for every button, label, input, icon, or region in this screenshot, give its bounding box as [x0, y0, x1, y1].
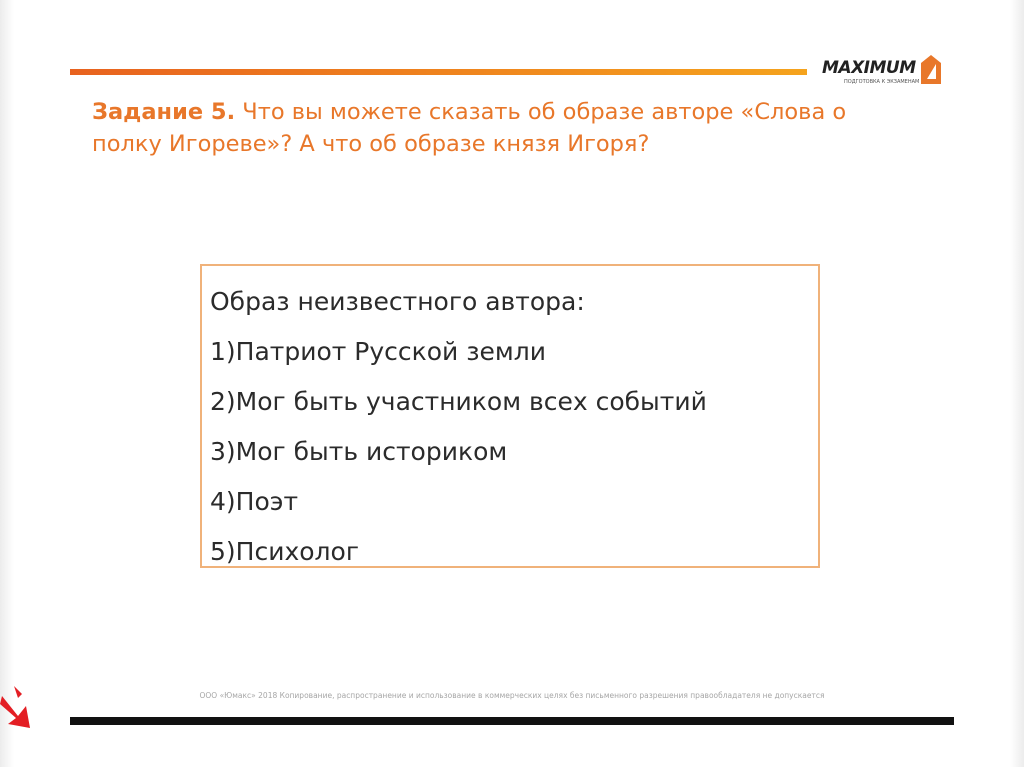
brand-logo	[822, 53, 942, 91]
red-arrow-icon	[0, 684, 38, 732]
answer-item: 4)Поэт	[210, 487, 299, 516]
task-number: Задание 5.	[92, 99, 236, 125]
answer-item: 2)Мог быть участником всех событий	[210, 387, 707, 416]
answer-item: 5)Психолог	[210, 537, 359, 566]
footer-rule	[70, 717, 954, 725]
answer-item: 1)Патриот Русской земли	[210, 337, 546, 366]
logo-wordmark: MAXIMUM	[822, 58, 916, 78]
header-rule	[70, 69, 807, 75]
answer-list	[210, 277, 707, 577]
answer-item: 3)Мог быть историком	[210, 437, 508, 466]
copyright-notice: ООО «Юмакс» 2018 Копирование, распространение и использование в коммерческих целях без письменного разрешения правообладателя не допускается	[199, 691, 825, 700]
slide-frame-right	[1010, 0, 1024, 767]
answer-box	[200, 264, 820, 568]
task-heading	[92, 96, 922, 160]
slide-frame-left	[0, 0, 14, 767]
logo-emblem-icon	[920, 54, 942, 86]
answer-heading: Образ неизвестного автора:	[210, 287, 585, 316]
logo-tagline: ПОДГОТОВКА К ЭКЗАМЕНАМ	[844, 79, 920, 85]
task-question: Что вы можете сказать об образе авторе «Слова о полку Игореве»? А что об образе князя Игоря?	[92, 99, 847, 157]
